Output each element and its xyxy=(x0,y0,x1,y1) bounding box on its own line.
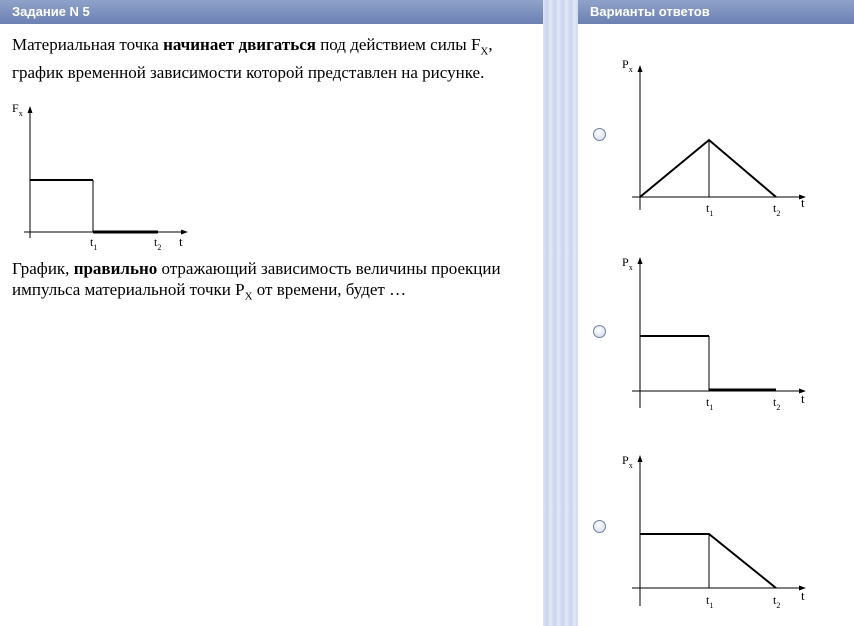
q1-text-d: , график временной зависимости которой представлен на рисунке. xyxy=(12,35,493,83)
t2-label: $t_2$ xyxy=(154,235,162,250)
task-header xyxy=(0,0,543,24)
answer-2-x-label: t xyxy=(801,391,805,406)
question-text xyxy=(12,34,537,83)
answer-1-x-label: t xyxy=(801,195,805,210)
q1-sub: X xyxy=(480,45,489,58)
answer-2-t1-label: $t_1$ xyxy=(706,395,714,412)
q2-text-bold: правильно xyxy=(73,259,158,278)
q2-text-a: График, xyxy=(12,259,74,278)
answer-2-radio[interactable] xyxy=(593,325,606,338)
t1-label: $t_1$ xyxy=(90,235,98,250)
q2-sub: X xyxy=(244,290,253,303)
task-title: Задание N 5 xyxy=(12,4,90,19)
answer-2-y-label: $P_x$ xyxy=(622,255,633,272)
answer-1-t1-label: $t_1$ xyxy=(706,201,714,218)
answers-header xyxy=(578,0,854,24)
q2-text-c: отражающий зависимость величины проекции импульса материальной точки P xyxy=(12,259,501,299)
y-axis-label: $F_x$ xyxy=(12,101,23,118)
answer-2-graph xyxy=(618,250,818,420)
q1-text-a: Материальная точка xyxy=(12,35,164,54)
answer-3-x-label: t xyxy=(801,588,805,603)
q1-text-c: под действием силы F xyxy=(315,35,481,54)
answer-3-y-label: $P_x$ xyxy=(622,453,633,470)
answer-1-y-label: $P_x$ xyxy=(622,57,633,74)
answer-1-graph xyxy=(618,52,818,222)
answer-2-t2-label: $t_2$ xyxy=(773,395,781,412)
answer-3-radio[interactable] xyxy=(593,520,606,533)
q1-text-bold: начинает двигаться xyxy=(163,35,316,54)
answer-1-t2-label: $t_2$ xyxy=(773,201,781,218)
q2-text-d: от времени, будет … xyxy=(252,280,407,299)
answers-title: Варианты ответов xyxy=(590,4,710,19)
x-axis-label: t xyxy=(179,234,183,249)
panel-divider[interactable] xyxy=(543,0,578,626)
answer-1-radio[interactable] xyxy=(593,128,606,141)
answer-3-t2-label: $t_2$ xyxy=(773,593,781,610)
answer-3-graph xyxy=(618,448,818,618)
question-prompt xyxy=(12,258,537,307)
force-graph xyxy=(8,100,193,250)
answer-3-t1-label: $t_1$ xyxy=(706,593,714,610)
